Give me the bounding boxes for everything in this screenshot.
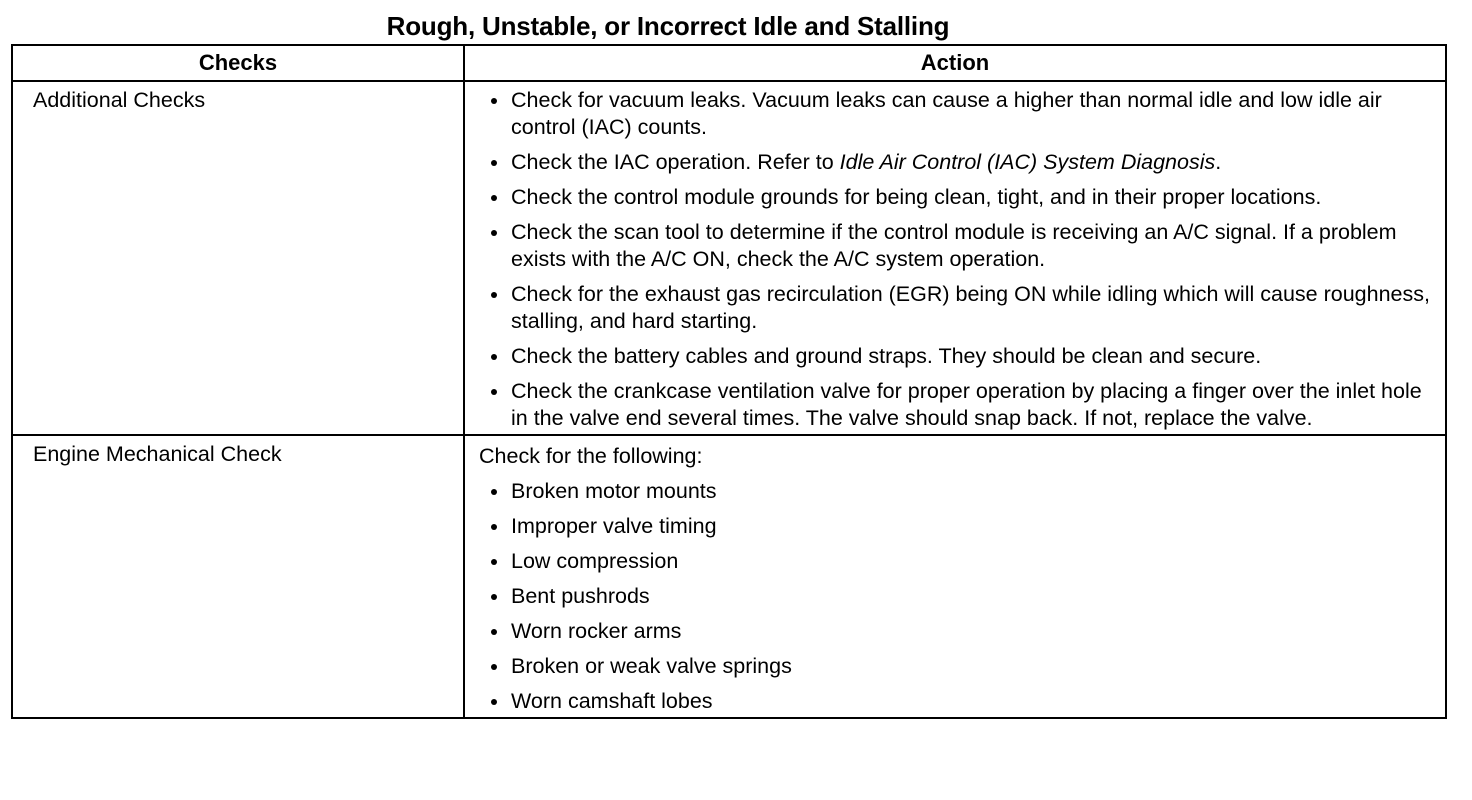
list-item (479, 184, 1437, 211)
list-item-text: Check for the exhaust gas recirculation (EGR) being ON while idling which will cause roughness, stalling, and hard starting. (511, 282, 1430, 333)
list-item (479, 478, 1437, 505)
bullet-icon (491, 98, 497, 104)
list-item-text: Improper valve timing (511, 514, 717, 538)
action-intro: Check for the following: (479, 444, 703, 468)
list-item-text: Worn rocker arms (511, 619, 682, 643)
table-row-engine-mechanical (12, 435, 1446, 718)
list-item (479, 378, 1437, 432)
list-item (479, 219, 1437, 273)
list-item (479, 548, 1437, 575)
list-item (479, 653, 1437, 680)
list-item-text: Check the battery cables and ground straps. They should be clean and secure. (511, 344, 1262, 368)
list-item (479, 343, 1437, 370)
action-cell (464, 81, 1446, 435)
list-item-text: Check the IAC operation. Refer to (511, 150, 840, 174)
table-row-additional-checks (12, 81, 1446, 435)
list-item-text: Low compression (511, 549, 679, 573)
reference-suffix: . (1215, 150, 1222, 174)
bullet-icon (491, 230, 497, 236)
check-name-cell: Engine Mechanical Check (12, 435, 464, 718)
bullet-icon (491, 389, 497, 395)
list-item (479, 87, 1437, 141)
list-item-text: Check for vacuum leaks. Vacuum leaks can cause a higher than normal idle and low idle air control (IAC) counts. (511, 88, 1382, 139)
action-list (479, 478, 1437, 715)
list-item (479, 149, 1437, 176)
bullet-icon (491, 292, 497, 298)
list-item (479, 281, 1437, 335)
list-item-text: Broken motor mounts (511, 479, 717, 503)
bullet-icon (491, 160, 497, 166)
list-item-text: Broken or weak valve springs (511, 654, 792, 678)
header-row (12, 45, 1446, 81)
list-item (479, 618, 1437, 645)
checks-column-header: Checks (12, 45, 464, 81)
check-name-cell: Additional Checks (12, 81, 464, 435)
bullet-icon (491, 524, 497, 530)
diagnostic-table (11, 44, 1447, 719)
list-item (479, 688, 1437, 715)
bullet-icon (491, 489, 497, 495)
list-item (479, 583, 1437, 610)
list-item-text: Check the scan tool to determine if the control module is receiving an A/C signal. If a problem exists with the A/C ON, check the A/C system operation. (511, 220, 1397, 271)
list-item-text: Worn camshaft lobes (511, 689, 713, 713)
bullet-icon (491, 699, 497, 705)
list-item-text: Bent pushrods (511, 584, 650, 608)
bullet-icon (491, 594, 497, 600)
iac-diagnosis-reference: Idle Air Control (IAC) System Diagnosis (839, 150, 1216, 174)
bullet-icon (491, 354, 497, 360)
bullet-icon (491, 195, 497, 201)
table-title: Rough, Unstable, or Incorrect Idle and Stalling (386, 11, 950, 41)
list-item (479, 513, 1437, 540)
action-column-header: Action (464, 45, 1446, 81)
list-item-text: Check the crankcase ventilation valve for proper operation by placing a finger over the inlet hole in the valve end several times. The valve should snap back. If not, replace the valve. (511, 379, 1422, 430)
bullet-icon (491, 629, 497, 635)
bullet-icon (491, 559, 497, 565)
action-list (479, 87, 1437, 432)
list-item-text: Check the control module grounds for being clean, tight, and in their proper locations. (511, 185, 1322, 209)
bullet-icon (491, 664, 497, 670)
action-cell (464, 435, 1446, 718)
